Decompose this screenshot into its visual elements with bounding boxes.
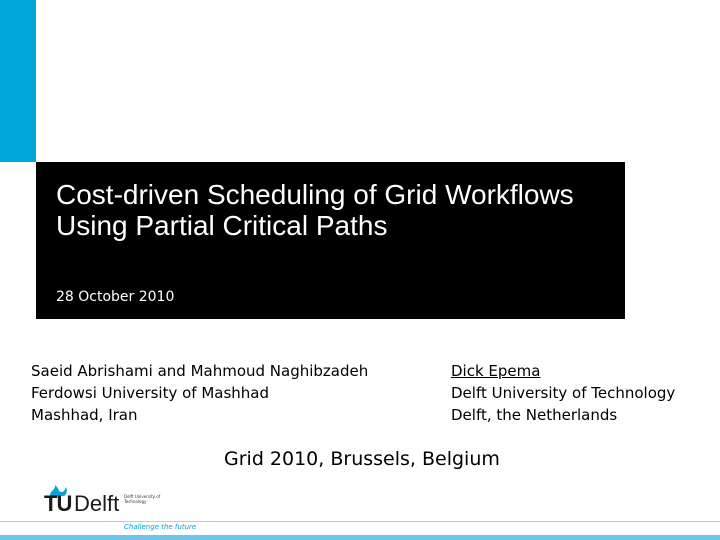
author-affiliation: Delft University of Technology <box>451 384 676 402</box>
accent-bar <box>0 0 36 162</box>
author-affiliation: Ferdowsi University of Mashhad <box>31 384 269 402</box>
author-name-link[interactable]: Dick Epema <box>451 362 541 380</box>
tagline: Challenge the future <box>124 523 197 531</box>
tudelft-logo <box>44 484 174 520</box>
author-names: Saeid Abrishami and Mahmoud Naghibzadeh <box>31 362 369 380</box>
authors-left <box>31 360 368 426</box>
authors-right <box>451 360 675 426</box>
logo-delft-text: Delft <box>74 491 120 516</box>
conference-info: Grid 2010, Brussels, Belgium <box>224 448 500 470</box>
title-box <box>36 162 625 319</box>
footer-divider <box>0 521 720 522</box>
logo-tu-text: TU <box>44 491 72 516</box>
slide-title: Cost-driven Scheduling of Grid Workflows Using Partial Critical Paths <box>56 179 574 241</box>
logo-subtext: Delft University of Technology <box>124 494 161 504</box>
bottom-accent-line <box>0 535 720 540</box>
author-location: Mashhad, Iran <box>31 406 138 424</box>
author-location: Delft, the Netherlands <box>451 406 618 424</box>
slide-date: 28 October 2010 <box>56 289 175 305</box>
